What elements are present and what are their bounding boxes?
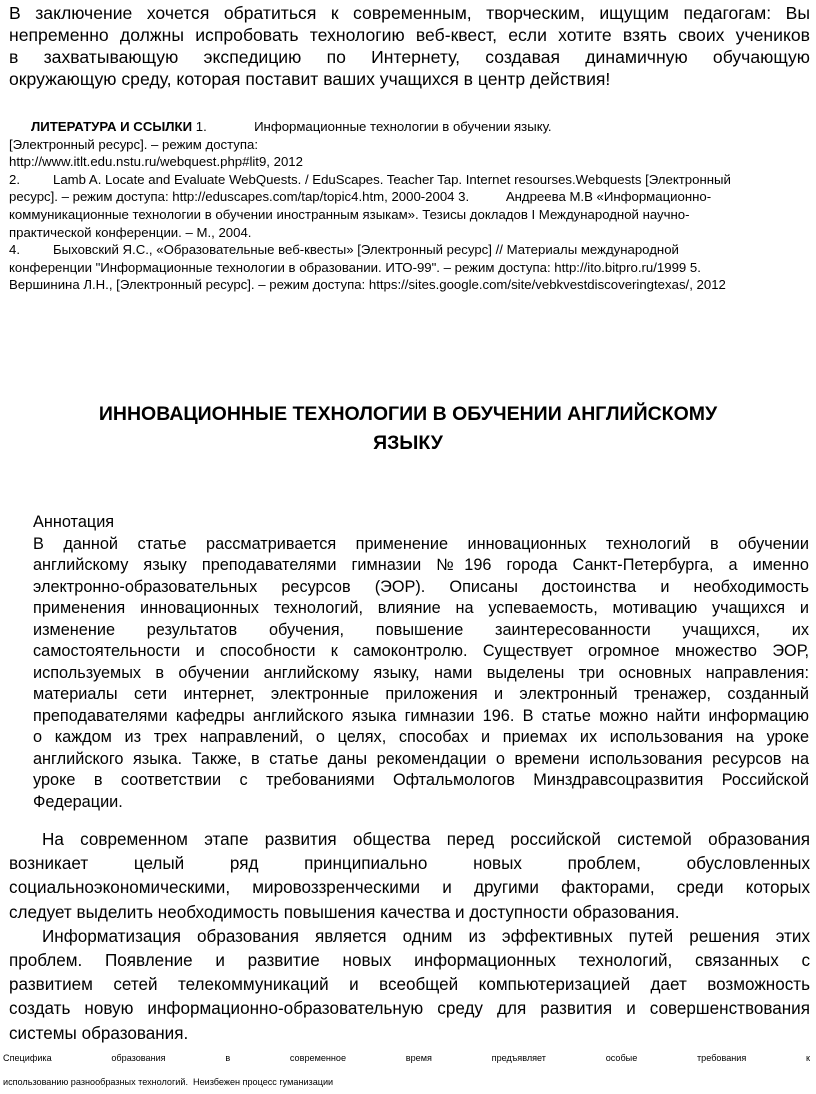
intro-line: непременно должны испробовать технологию веб-квест, если хотите взять своих учеников xyxy=(9,25,810,45)
reference-line: практической конференции. – М., 2004. xyxy=(9,224,252,240)
reference-number: 4. xyxy=(9,242,20,258)
reference-line xyxy=(9,241,810,259)
article-body xyxy=(3,828,810,1094)
reference-line: коммуникационные технологии в обучении иностранным языкам». Тезисы докладов I Международной научно- xyxy=(9,206,690,222)
annotation-label: Аннотация xyxy=(33,513,115,531)
annotation-line: о каждом из трех направлений, о целях, способах и приемах их использования на уроке xyxy=(33,728,809,746)
reference-line: Вершинина Л.Н., [Электронный ресурс]. – режим доступа: https://sites.google.com/site/vebkvestdiscoveringtexas/, 2012 xyxy=(9,277,726,293)
reference-line xyxy=(9,171,810,189)
annotation-line: применения инновационных технологий, влияние на успеваемость, мотивацию учащихся и xyxy=(33,599,809,617)
article-title xyxy=(0,400,816,458)
reference-line: ресурс]. – режим доступа: http://eduscapes.com/tap/topic4.htm, 2000-2004 3. Андреева М.В «Информационно- xyxy=(9,189,712,205)
body-line: развитием сетей телекоммуникаций и всеобщей компьютеризацией дает возможность xyxy=(9,975,810,995)
intro-paragraph xyxy=(9,2,810,90)
reference-text: Lamb A. Locate and Evaluate WebQuests. / EduScapes. Teacher Tap. Internet resourses.Webquests [Электронный xyxy=(53,171,731,187)
intro-line: окружающую среду, которая поставит ваших учащихся в центр действия! xyxy=(9,69,611,89)
intro-line: В заключение хочется обратиться к современным, творческим, ищущим педагогам: Вы xyxy=(9,3,810,23)
body-line: проблем. Появление и развитие новых информационных технологий, связанных с xyxy=(9,951,810,971)
reference-number: 1. xyxy=(195,119,207,134)
reference-line xyxy=(9,118,810,136)
body-line: Специфика образования в современное время предъявляет особые требования к xyxy=(3,1052,810,1063)
body-line: социальноэкономическими, мировоззренческими и другими факторами, среди которых xyxy=(9,878,810,898)
annotation-line: уроке в соответствии с требованиями Офтальмологов Минздравсоцразвития Российской xyxy=(33,771,809,789)
body-line: создать новую информационно-образовательную среду для развития и совершенствования xyxy=(9,999,810,1019)
article-title-line: ЯЗЫКУ xyxy=(373,432,443,454)
references-heading: ЛИТЕРАТУРА И ССЫЛКИ xyxy=(31,119,193,134)
reference-line: http://www.itlt.edu.nstu.ru/webquest.php#lit9, 2012 xyxy=(9,154,303,170)
annotation-line: Федерации. xyxy=(33,792,123,811)
reference-number: 2. xyxy=(9,171,20,187)
body-line: возникает целый ряд принципиально новых проблем, обусловленных xyxy=(9,854,810,874)
annotation-line: В данной статье рассматривается применение инновационных технологий в обучении xyxy=(33,534,809,553)
annotation-line: материалы сети интернет, электронные приложения и электронный тренажер, созданный xyxy=(33,685,809,703)
annotation-line: преподавателями кафедры английского языка гимназии 196. В статье можно найти информацию xyxy=(33,706,809,725)
annotation-line: используемых в обучении английскому языку, нами выделены три основных направления: xyxy=(33,663,809,682)
body-line: На современном этапе развития общества перед российской системой образования xyxy=(42,830,810,849)
annotation-line: английскому языку преподавателями гимназии №196 города Санкт-Петербурга, а именно xyxy=(33,556,809,574)
reference-line: конференции "Информационные технологии в образовании. ИТО-99". – режим доступа: http://ito.bitpro.ru/1999 5. xyxy=(9,259,701,275)
references-list xyxy=(9,118,810,294)
body-line: следует выделить необходимость повышения качества и доступности образования. xyxy=(9,902,680,922)
annotation-line: электронно-образовательных ресурсов (ЭОР). Описаны достоинства и необходимость xyxy=(33,577,809,596)
reference-text: Информационные технологии в обучении языку. xyxy=(254,119,552,134)
annotation xyxy=(33,512,809,813)
body-line: использованию разнообразных технологий. Неизбежен процесс гуманизации xyxy=(3,1077,334,1088)
annotation-line: изменение результатов обучения, повышение заинтересованности учащихся, их xyxy=(33,620,809,639)
reference-line: [Электронный ресурс]. – режим доступа: xyxy=(9,136,259,152)
reference-text: Быховский Я.С., «Образовательные веб-квесты» [Электронный ресурс] // Материалы международной xyxy=(53,242,679,258)
body-line: Информатизация образования является одним из эффективных путей решения этих xyxy=(42,926,810,946)
article-title-line: ИННОВАЦИОННЫЕ ТЕХНОЛОГИИ В ОБУЧЕНИИ АНГЛИЙСКОМУ xyxy=(98,403,718,425)
body-line: системы образования. xyxy=(9,1023,189,1043)
intro-line: в захватывающую экспедицию по Интернету, создавая динамичную обучающую xyxy=(9,47,810,67)
annotation-line: самостоятельности и способности к самоконтролю. Существует огромное множество ЭОР, xyxy=(33,642,809,660)
annotation-line: английского языка. Также, в статье даны рекомендации о времени использования ресурсов на xyxy=(33,749,809,768)
